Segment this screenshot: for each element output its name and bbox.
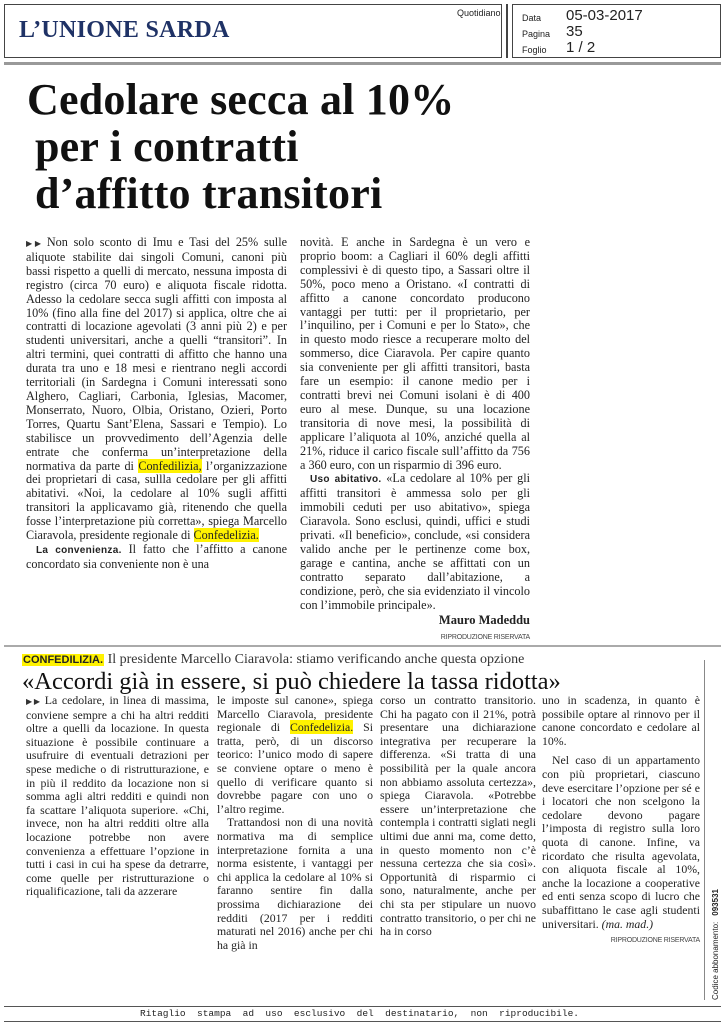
header-rule [4,62,721,65]
meta-label: Pagina [522,29,551,39]
article1-column-2 [300,236,530,644]
article2-column-2 [217,694,373,952]
meta-label: Foglio [522,45,547,55]
subscription-label: Codice abbonamento: [711,921,720,1000]
highlight: Confedilizia, [138,458,202,473]
paragraph: Uso abitativo. «La cedolare al 10% per gli affitti transitori è ammessa solo per gli immobili ceduti per uso abitativo», spiega Ciaravola. Sono esclusi, quindi, uffici e studi privati. «Il beneficio», conclude, «si considera valido anche per le pertinenze come box, garage e cantina, anche se affittati con un contratto separato dall’abitazione, a condizione, però, che sia evidenziato il vincolo con l’immobile principale». [300,471,530,612]
rights-notice: RIPRODUZIONE RISERVATA [610,937,700,945]
highlight: Confedelizia. [193,528,259,543]
paragraph: uno in scadenza, in quanto è possibile optare al rinnovo per il canone concordato e cedolare al 10%. [542,693,700,748]
highlight: Confedelizia. [289,720,354,735]
section-subhead: La convenienza. [36,544,122,556]
paragraph: novità. E anche in Sardegna è un vero e proprio boom: a Cagliari il 60% degli affitti complessivi è di questo tipo, a Sassari oltre il 50%, poco meno a Oristano. «I contratti di affitto a canone concordato producono vantaggi per tutti: per il proprietario, per l’inquilino, per i Comuni e per lo Stato», che in questo modo riesce a recuperare molto del sommerso, dice Ciaravola. Per capire quanto sia conveniente per gli affitti transitori, basta fare un esempio: il canone medio per i contratti brevi nei Comuni isolani è di 400 euro al mese. Dunque, su una locazione transitoria di nove mesi, la possibilità di applicare l’aliquota al 10%, anziché quella al 21%, riduce il carico fiscale sull’affitto da 756 a 360 euro, con un risparmio di 396 euro. [300,235,530,472]
paragraph: le imposte sul canone», spiega Marcello Ciaravola, presidente regionale di Confedelizia. Si tratta, però, di un discorso teorico: l’unico modo di sapere se conviene optare o meno è quello di verificare quanto si dovrebbe pagare con uno o l’altro regime. [217,693,373,816]
footer-notice: Ritaglio stampa ad uso esclusivo del destinatario, non riproducibile. [140,1008,579,1019]
byline-block [300,612,530,644]
article2-headline: «Accordi già in essere, si può chiedere la tassa ridotta» [22,668,561,695]
meta-value: 05-03-2017 [566,7,643,24]
paragraph: La convenienza. Il fatto che l’affitto a canone concordato sia conveniente non è una [26,541,287,571]
article2-kicker: CONFEDILIZIA. Il presidente Marcello Ciaravola: stiamo verificando anche questa opzione [23,652,525,667]
paragraph: ▶▶ Non solo sconto di Imu e Tasi del 25% sulle aliquote stabilite dai singoli Comuni, canoni più bassi rispetto a quelli di mercato, nessuna imposta di registro (circa 70 euro) e aliquota fiscale ridotta. Adesso la cedolare secca sugli affitti con imposta al 10% (fino alla fine del 2017) si applica, oltre che ai contratti di locazione agevolati (3 anni più 2) e per studenti universitari, anche a quelli “transitori”. In altri termini, quei contratti di affitto che hanno una durata tra uno e 18 mesi e rientrano negli accordi territoriali (in Sardegna i Comuni interessati sono Alghero, Cagliari, Carbonia, Iglesias, Macomer, Monserrato, Nuoro, Olbia, Oristano, Ozieri, Porto Torres, Quartu Sant’Elena, Sassari e Tempio). Lo stabilisce un provvedimento dell’Agenzia delle entrate che conferma un’interpretazione della normativa da parte di Confedilizia, l’organizzazione dei proprietari di casa, sullla cedolare per gli affitti abitativi. «Noi, la cedolare al 10% sugli affitti transitori la applicavamo già, ritenendo che quella fosse l’interpretazione più corretta», spiega Marcello Ciaravola, presidente regionale di Confedelizia. [26,235,287,543]
article2-column-3 [380,694,536,939]
rights-notice: RIPRODUZIONE RISERVATA [440,634,530,642]
meta-label: Data [522,13,542,23]
signature: (ma. mad.) [601,916,654,931]
title-line: d’affitto transitori [35,169,383,218]
publication-type: Quotidiano [457,8,501,18]
title-line: Cedolare secca al 10% [27,75,455,124]
subscription-code [711,889,720,1000]
article1-column-1 [26,236,287,572]
publication-logo: L’UNIONE SARDA [19,17,230,43]
title-line: per i contratti [35,122,299,171]
byline: Mauro Madeddu [438,613,530,628]
section-rule [4,645,721,647]
subscription-number: 093531 [711,889,720,916]
meta-value: 35 [566,23,583,40]
kicker-tag: CONFEDILIZIA. [23,654,104,666]
arrow-bullet-icon: ▶▶ [26,239,44,248]
side-rule [704,660,705,1000]
meta-value: 1 / 2 [566,39,596,56]
header-separator [506,4,508,58]
article2-column-4 [542,694,700,948]
article2-column-1 [26,694,209,899]
section-subhead: Uso abitativo. [310,474,382,486]
arrow-bullet-icon: ▶▶ [26,697,42,706]
paragraph: Nel caso di un appartamento con più proprietari, ciascuno deve esercitare l’opzione per sé e i locatori che non scelgono la cedolare devono pagare l’imposta di registro sulla loro quota di canone. Infine, va ricordato che risulta agevolata, con aliquota fiscale al 10%, anche la locazione a cooperative ed enti senza scopo di lucro che subaffittano le case agli studenti universitari. (ma. mad.) [542,753,700,931]
paragraph: corso un contratto transitorio. Chi ha pagato con il 21%, potrà presentare una dichiarazione integrativa per recuperare la differenza. «Si tratta di una possibilità per la quale ancora non abbiamo assoluta certezza», spiega Ciaravola. «Potrebbe essere un’interpretazione che contempla i contratti siglati negli ultimi due anni ma, come detto, in questo momento non c’è nessuna certezza che sia così». Opportunità di risparmio ci sono, naturalmente, anche per chi sta per stipulare un nuovo contratto transitorio, o per chi ne ha in corso [380,693,536,939]
article-title [27,76,454,217]
paragraph: Trattandosi non di una novità normativa ma di semplice interpretazione fornita a una norma esistente, i vantaggi per chi applica la cedolare al 10% si faranno sentire fin dalla prossima dichiarazione dei redditi (2017 per i redditi maturati nel 2016) anche per chi ha già in [217,815,373,952]
paragraph: ▶▶ La cedolare, in linea di massima, conviene sempre a chi ha altri redditi oltre a quelli da locazione. In questa situazione è possibile continuare a usufruire di eventuali detrazioni per spese mediche o di ristrutturazione, e in più il reddito da locazione non si somma agli altri redditi e quindi non fa scattare l’aliquota superiore. «Chi, invece, non ha altri redditi oltre alla locazione potrebbe non avere convenienza a effettuare l’opzione in tutti i casi in cui ha spese da detrarre, come quelle per ristrutturazione o riqualificazione, tali da azzerare [26,693,209,899]
